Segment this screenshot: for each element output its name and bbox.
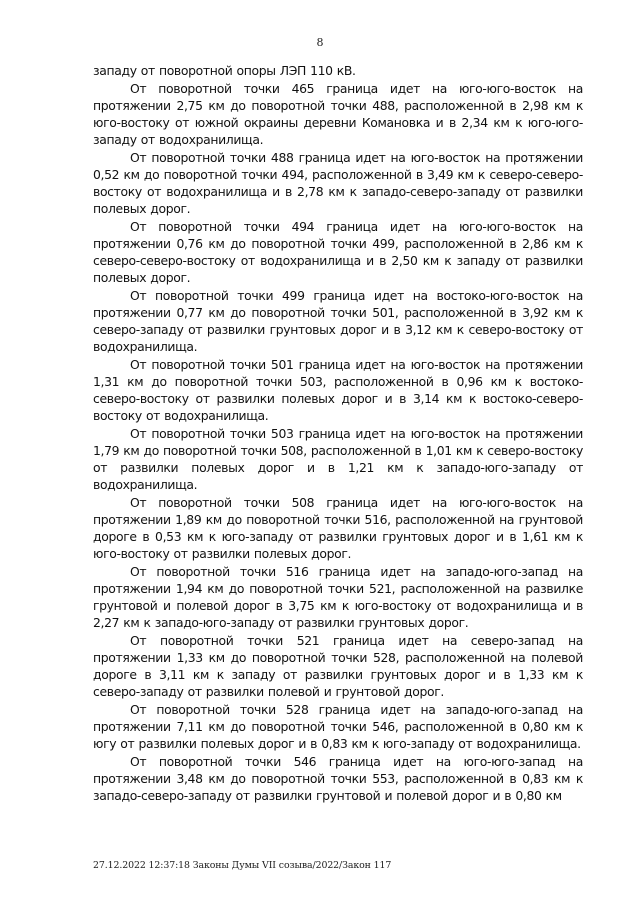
paragraph: От поворотной точки 499 граница идет на востоко-юго-восток на протяжении 0,77 км до поворотной точки 501, расположенной в 3,92 км к северо-западу от развилки грунтовых дорог и в 3,12 км к северо-востоку от водохранилища. — [93, 288, 583, 354]
paragraph: От поворотной точки 521 граница идет на северо-запад на протяжении 1,33 км до поворотной точки 528, расположенной на полевой дороге в 3,11 км к западу от развилки грунтовых дорог и в 1,33 км к северо-западу от развилки полевой и грунтовой дорог. — [93, 633, 583, 699]
paragraph: От поворотной точки 488 граница идет на юго-восток на протяжении 0,52 км до поворотной точки 494, расположенной в 3,49 км к северо-северо-востоку от водохранилища и в 2,78 км к западо-северо-западу от развилки полевых дорог. — [93, 150, 583, 216]
paragraph: От поворотной точки 528 граница идет на западо-юго-запад на протяжении 7,11 км до поворотной точки 546, расположенной в 0,80 км к югу от развилки полевых дорог и в 0,83 км к юго-западу от водохранилища. — [93, 702, 583, 751]
paragraph: От поворотной точки 465 граница идет на юго-юго-восток на протяжении 2,75 км до поворотной точки 488, расположенной в 2,98 км к юго-востоку от южной окраины деревни Комановка и в 2,34 км к юго-юго-западу от водохранилища. — [93, 81, 583, 147]
paragraph: От поворотной точки 501 граница идет на юго-восток на протяжении 1,31 км до поворотной точки 503, расположенной в 0,96 км к востоко-северо-востоку от развилки полевых дорог и в 3,14 км к востоко-северо-востоку от водохранилища. — [93, 357, 583, 423]
document-footer: 27.12.2022 12:37:18 Законы Думы VII созыва/2022/Закон 117 — [93, 860, 392, 871]
paragraph: От поворотной точки 508 граница идет на юго-юго-восток на протяжении 1,89 км до поворотной точки 516, расположенной на грунтовой дороге в 0,53 км к юго-западу от развилки грунтовых дорог и в 1,61 км к юго-востоку от развилки полевых дорог. — [93, 495, 583, 561]
paragraph: западу от поворотной опоры ЛЭП 110 кВ. — [93, 63, 356, 78]
document-body — [93, 62, 583, 805]
page-number: 8 — [316, 36, 324, 49]
paragraph: От поворотной точки 546 граница идет на юго-юго-запад на протяжении 3,48 км до поворотной точки 553, расположенной в 0,83 км к западо-северо-западу от развилки грунтовой и полевой дорог и в 0,80 км — [93, 754, 583, 803]
paragraph: От поворотной точки 516 граница идет на западо-юго-запад на протяжении 1,94 км до поворотной точки 521, расположенной на развилке грунтовой и полевой дорог в 3,75 км к юго-востоку от водохранилища и в 2,27 км к западо-юго-западу от развилки грунтовых дорог. — [93, 564, 583, 630]
paragraph: От поворотной точки 494 граница идет на юго-юго-восток на протяжении 0,76 км до поворотной точки 499, расположенной в 2,86 км к северо-северо-востоку от водохранилища и в 2,50 км к западу от развилки полевых дорог. — [93, 219, 583, 285]
paragraph: От поворотной точки 503 граница идет на юго-восток на протяжении 1,79 км до поворотной точки 508, расположенной в 1,01 км к северо-востоку от развилки полевых дорог и в 1,21 км к западо-юго-западу от водохранилища. — [93, 426, 583, 492]
